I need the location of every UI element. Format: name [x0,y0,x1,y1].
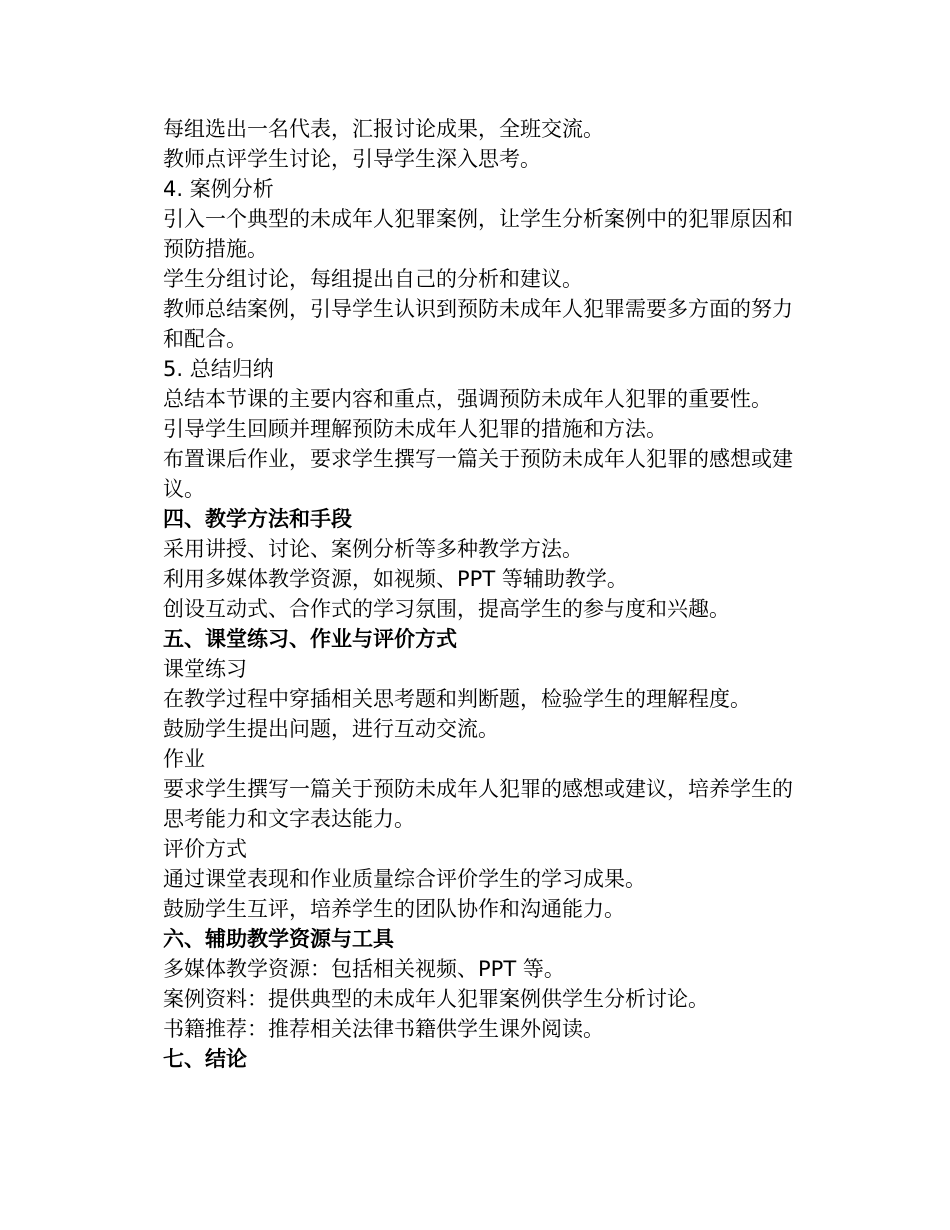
paragraph: 教师点评学生讨论，引导学生深入思考。 [163,147,541,171]
paragraph: 利用多媒体教学资源，如视频、PPT 等辅助教学。 [163,567,628,591]
subsection-title: 作业 [163,747,205,771]
paragraph: 书籍推荐：推荐相关法律书籍供学生课外阅读。 [163,1017,604,1041]
section-heading: 六、辅助教学资源与工具 [163,927,394,951]
paragraph: 学生分组讨论，每组提出自己的分析和建议。 [163,267,583,291]
subsection-title: 课堂练习 [163,657,247,681]
paragraph: 创设互动式、合作式的学习氛围，提高学生的参与度和兴趣。 [163,597,730,621]
paragraph: 在教学过程中穿插相关思考题和判断题，检验学生的理解程度。 [163,687,751,711]
document-body [163,114,793,1074]
subsection-title: 5. 总结归纳 [163,357,274,381]
section-heading: 四、教学方法和手段 [163,507,352,531]
paragraph: 布置课后作业，要求学生撰写一篇关于预防未成年人犯罪的感想或建议。 [163,447,793,501]
paragraph: 引导学生回顾并理解预防未成年人犯罪的措施和方法。 [163,417,667,441]
paragraph: 案例资料：提供典型的未成年人犯罪案例供学生分析讨论。 [163,987,709,1011]
section-heading: 五、课堂练习、作业与评价方式 [163,627,457,651]
paragraph: 教师总结案例，引导学生认识到预防未成年人犯罪需要多方面的努力和配合。 [163,297,793,351]
paragraph: 多媒体教学资源：包括相关视频、PPT 等。 [163,957,565,981]
paragraph: 引入一个典型的未成年人犯罪案例，让学生分析案例中的犯罪原因和预防措施。 [163,207,793,261]
subsection-title: 评价方式 [163,837,247,861]
paragraph: 鼓励学生互评，培养学生的团队协作和沟通能力。 [163,897,625,921]
paragraph: 通过课堂表现和作业质量综合评价学生的学习成果。 [163,867,646,891]
paragraph: 采用讲授、讨论、案例分析等多种教学方法。 [163,537,583,561]
paragraph: 每组选出一名代表，汇报讨论成果，全班交流。 [163,117,604,141]
subsection-title: 4. 案例分析 [163,177,274,201]
paragraph: 鼓励学生提出问题，进行互动交流。 [163,717,499,741]
section-heading: 七、结论 [163,1047,247,1071]
paragraph: 总结本节课的主要内容和重点，强调预防未成年人犯罪的重要性。 [163,387,772,411]
paragraph: 要求学生撰写一篇关于预防未成年人犯罪的感想或建议，培养学生的思考能力和文字表达能力。 [163,777,793,831]
